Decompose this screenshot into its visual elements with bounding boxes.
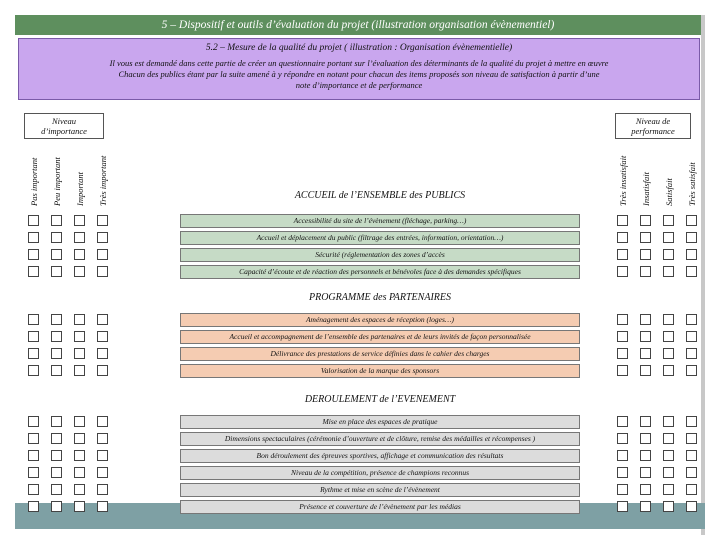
- importance-checkbox[interactable]: [28, 365, 39, 376]
- importance-checkbox[interactable]: [97, 331, 108, 342]
- performance-checkbox[interactable]: [640, 450, 651, 461]
- importance-checkbox[interactable]: [51, 416, 62, 427]
- section-title-partenaires: PROGRAMME des PARTENAIRES: [308, 292, 451, 303]
- performance-checkbox[interactable]: [663, 501, 674, 512]
- performance-col-3: Satisfait: [664, 178, 674, 206]
- performance-checkbox[interactable]: [617, 215, 628, 226]
- performance-checkbox[interactable]: [686, 348, 697, 359]
- performance-checkbox[interactable]: [640, 215, 651, 226]
- importance-col-4: Très important: [98, 155, 108, 206]
- importance-checkbox[interactable]: [74, 249, 85, 260]
- importance-checkbox[interactable]: [74, 266, 85, 277]
- intro-subtitle: 5.2 – Mesure de la qualité du projet ( illustration : Organisation évènementielle): [205, 43, 513, 53]
- performance-checkbox[interactable]: [640, 314, 651, 325]
- importance-checkbox[interactable]: [74, 501, 85, 512]
- importance-checkbox[interactable]: [51, 266, 62, 277]
- importance-checkbox[interactable]: [51, 467, 62, 478]
- right-shadow: [701, 15, 705, 535]
- performance-checkbox[interactable]: [617, 433, 628, 444]
- performance-checkbox[interactable]: [640, 501, 651, 512]
- performance-checkbox[interactable]: [663, 215, 674, 226]
- item-partenaires-4: Valorisation de la marque des sponsors: [180, 364, 580, 378]
- intro-panel: [18, 38, 700, 100]
- importance-checkbox[interactable]: [74, 416, 85, 427]
- importance-checkbox[interactable]: [97, 249, 108, 260]
- performance-col-2: Insatisfait: [641, 171, 651, 206]
- importance-checkbox[interactable]: [97, 365, 108, 376]
- importance-checkbox[interactable]: [97, 484, 108, 495]
- performance-checkbox[interactable]: [617, 266, 628, 277]
- performance-checkbox[interactable]: [663, 433, 674, 444]
- importance-checkbox[interactable]: [97, 314, 108, 325]
- section-title-accueil: ACCUEIL de l’ENSEMBLE des PUBLICS: [294, 190, 466, 201]
- intro-line-2: Chacun des publics étant par la suite amené à y répondre en notant pour chacun des items proposés son niveau de satisfaction à partir d’une: [118, 69, 600, 79]
- performance-checkbox[interactable]: [663, 416, 674, 427]
- performance-label: Niveau de performance: [615, 113, 691, 139]
- performance-col-4: Très satisfait: [687, 162, 697, 206]
- importance-checkbox[interactable]: [51, 314, 62, 325]
- importance-checkbox[interactable]: [51, 331, 62, 342]
- importance-checkbox[interactable]: [28, 433, 39, 444]
- performance-checkbox[interactable]: [640, 484, 651, 495]
- performance-checkbox[interactable]: [640, 331, 651, 342]
- importance-checkbox[interactable]: [97, 450, 108, 461]
- performance-checkbox[interactable]: [617, 232, 628, 243]
- importance-checkbox[interactable]: [51, 484, 62, 495]
- importance-checkbox[interactable]: [97, 416, 108, 427]
- performance-checkbox[interactable]: [686, 450, 697, 461]
- performance-checkbox[interactable]: [617, 416, 628, 427]
- performance-checkbox[interactable]: [686, 467, 697, 478]
- importance-checkbox[interactable]: [28, 450, 39, 461]
- importance-checkbox[interactable]: [74, 365, 85, 376]
- importance-checkbox[interactable]: [74, 314, 85, 325]
- performance-checkbox[interactable]: [663, 348, 674, 359]
- item-accueil-4: Capacité d’écoute et de réaction des personnels et bénévoles face à des demandes spécifiques: [180, 265, 580, 279]
- performance-checkbox[interactable]: [686, 331, 697, 342]
- importance-checkbox[interactable]: [51, 365, 62, 376]
- performance-checkbox[interactable]: [617, 331, 628, 342]
- performance-checkbox[interactable]: [640, 249, 651, 260]
- performance-checkbox[interactable]: [617, 365, 628, 376]
- performance-checkbox[interactable]: [686, 232, 697, 243]
- performance-checkbox[interactable]: [640, 266, 651, 277]
- performance-col-1: Très insatisfait: [618, 155, 628, 206]
- performance-checkbox[interactable]: [686, 314, 697, 325]
- importance-col-3: Important: [75, 172, 85, 206]
- performance-checkbox[interactable]: [617, 249, 628, 260]
- performance-checkbox[interactable]: [686, 266, 697, 277]
- performance-checkbox[interactable]: [617, 314, 628, 325]
- section-title-deroulement: DEROULEMENT de l’EVENEMENT: [304, 394, 456, 405]
- importance-checkbox[interactable]: [28, 348, 39, 359]
- importance-col-2: Peu important: [52, 157, 62, 206]
- importance-checkbox[interactable]: [28, 249, 39, 260]
- importance-checkbox[interactable]: [74, 215, 85, 226]
- item-accueil-2: Accueil et déplacement du public (filtrage des entrées, information, orientation…): [180, 231, 580, 245]
- item-accueil-3: Sécurité (réglementation des zones d’accès: [180, 248, 580, 262]
- importance-col-1: Pas important: [29, 157, 39, 206]
- importance-checkbox[interactable]: [28, 484, 39, 495]
- importance-label: Niveau d’importance: [24, 113, 104, 139]
- item-deroulement-3: Bon déroulement des épreuves sportives, affichage et communication des résultats: [180, 449, 580, 463]
- importance-checkbox[interactable]: [51, 450, 62, 461]
- importance-checkbox[interactable]: [97, 266, 108, 277]
- item-deroulement-4: Niveau de la compétition, présence de champions reconnus: [180, 466, 580, 480]
- performance-checkbox[interactable]: [640, 467, 651, 478]
- importance-checkbox[interactable]: [51, 433, 62, 444]
- importance-checkbox[interactable]: [74, 484, 85, 495]
- item-partenaires-1: Aménagement des espaces de réception (loges…): [180, 313, 580, 327]
- item-accueil-1: Accessibilité du site de l’évènement (fléchage, parking…): [180, 214, 580, 228]
- performance-checkbox[interactable]: [617, 467, 628, 478]
- importance-checkbox[interactable]: [28, 416, 39, 427]
- performance-checkbox[interactable]: [686, 501, 697, 512]
- performance-checkbox[interactable]: [640, 416, 651, 427]
- importance-checkbox[interactable]: [74, 433, 85, 444]
- importance-checkbox[interactable]: [97, 467, 108, 478]
- importance-checkbox[interactable]: [74, 467, 85, 478]
- importance-checkbox[interactable]: [28, 501, 39, 512]
- importance-checkbox[interactable]: [97, 433, 108, 444]
- item-partenaires-3: Délivrance des prestations de service définies dans le cahier des charges: [180, 347, 580, 361]
- performance-checkbox[interactable]: [663, 331, 674, 342]
- intro-line-1: Il vous est demandé dans cette partie de créer un questionnaire portant sur l’évaluation des déterminants de la qualité du projet à mettre en œuvre: [109, 58, 609, 68]
- importance-checkbox[interactable]: [28, 232, 39, 243]
- importance-checkbox[interactable]: [28, 467, 39, 478]
- performance-checkbox[interactable]: [663, 484, 674, 495]
- importance-checkbox[interactable]: [28, 266, 39, 277]
- performance-checkbox[interactable]: [617, 450, 628, 461]
- performance-checkbox[interactable]: [663, 365, 674, 376]
- importance-checkbox[interactable]: [74, 348, 85, 359]
- performance-checkbox[interactable]: [686, 416, 697, 427]
- performance-checkbox[interactable]: [640, 232, 651, 243]
- item-deroulement-5: Rythme et mise en scène de l’évènement: [180, 483, 580, 497]
- importance-checkbox[interactable]: [28, 314, 39, 325]
- importance-checkbox[interactable]: [51, 249, 62, 260]
- performance-checkbox[interactable]: [686, 249, 697, 260]
- importance-checkbox[interactable]: [74, 450, 85, 461]
- item-partenaires-2: Accueil et accompagnement de l’ensemble des partenaires et de leurs invités de façon personnalisée: [180, 330, 580, 344]
- performance-checkbox[interactable]: [663, 232, 674, 243]
- intro-line-3: note d’importance et de performance: [295, 80, 423, 90]
- performance-checkbox[interactable]: [640, 348, 651, 359]
- importance-checkbox[interactable]: [51, 232, 62, 243]
- performance-checkbox[interactable]: [663, 450, 674, 461]
- item-deroulement-1: Mise en place des espaces de pratique: [180, 415, 580, 429]
- importance-checkbox[interactable]: [51, 501, 62, 512]
- importance-checkbox[interactable]: [74, 232, 85, 243]
- importance-checkbox[interactable]: [97, 215, 108, 226]
- performance-checkbox[interactable]: [663, 314, 674, 325]
- importance-checkbox[interactable]: [51, 215, 62, 226]
- performance-checkbox[interactable]: [663, 249, 674, 260]
- performance-checkbox[interactable]: [617, 484, 628, 495]
- performance-checkbox[interactable]: [617, 348, 628, 359]
- item-deroulement-2: Dimensions spectaculaires (cérémonie d’ouverture et de clôture, remise des médailles et récompenses ): [180, 432, 580, 446]
- performance-checkbox[interactable]: [663, 467, 674, 478]
- performance-checkbox[interactable]: [640, 365, 651, 376]
- importance-checkbox[interactable]: [28, 331, 39, 342]
- performance-checkbox[interactable]: [686, 215, 697, 226]
- item-deroulement-6: Présence et couverture de l’évènement par les médias: [180, 500, 580, 514]
- importance-checkbox[interactable]: [74, 331, 85, 342]
- importance-checkbox[interactable]: [97, 348, 108, 359]
- performance-checkbox[interactable]: [663, 266, 674, 277]
- performance-checkbox[interactable]: [640, 433, 651, 444]
- performance-checkbox[interactable]: [617, 501, 628, 512]
- page-title: 5 – Dispositif et outils d’évaluation du projet (illustration organisation évènementiel): [161, 19, 555, 31]
- performance-checkbox[interactable]: [686, 365, 697, 376]
- importance-checkbox[interactable]: [51, 348, 62, 359]
- performance-checkbox[interactable]: [686, 484, 697, 495]
- performance-checkbox[interactable]: [686, 433, 697, 444]
- header-bar: [15, 15, 701, 35]
- importance-checkbox[interactable]: [97, 232, 108, 243]
- importance-checkbox[interactable]: [28, 215, 39, 226]
- importance-checkbox[interactable]: [97, 501, 108, 512]
